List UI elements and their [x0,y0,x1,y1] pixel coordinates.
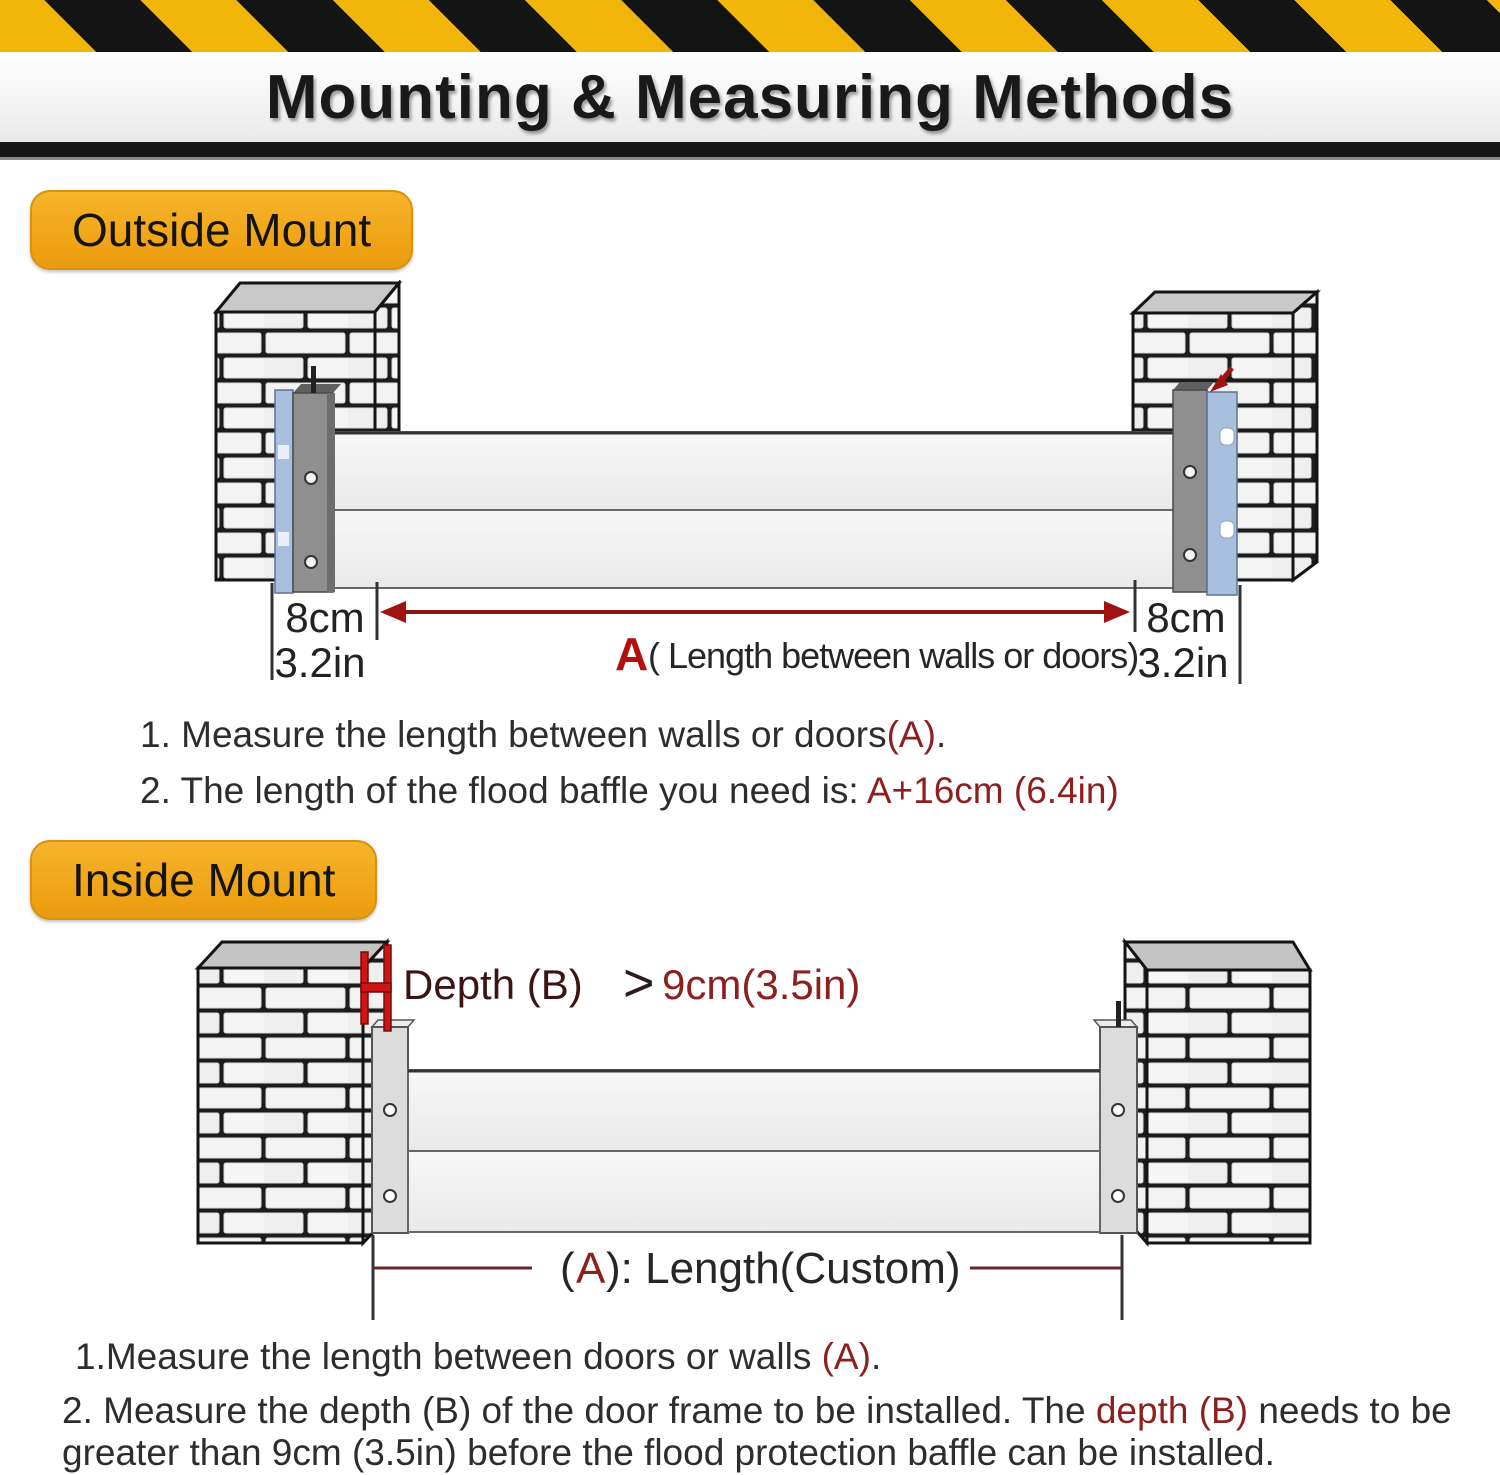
bracket-hole [1184,466,1196,478]
depth-label: Depth (B) [403,961,583,1008]
pillar-front-face [1147,970,1310,1243]
dim-right-in: 3.2in [1137,639,1229,686]
pillar-top-face [216,283,399,312]
step-text: . [870,1336,882,1377]
inside-mount-label: Inside Mount [30,840,377,920]
bracket-top-face [372,1020,414,1027]
mounting-bracket-left [293,366,341,592]
bracket-pin [311,366,316,393]
brick-pillar-left [198,942,387,1243]
step-highlight: (A) [821,1336,871,1377]
barrier-panel-bottom [408,1151,1100,1232]
bracket-hole [1112,1104,1124,1116]
step-highlight: depth (B) [1095,1390,1249,1431]
seal-notch [278,445,289,459]
seal-hole [1220,521,1234,538]
page-title: Mounting & Measuring Methods [265,62,1235,132]
length-open: ( [560,1244,575,1293]
brick-pillar-right [1125,942,1310,1243]
span-label-a: A [615,628,649,680]
bracket-hole [384,1190,396,1202]
step-text: 2. The length of the flood baffle you need is: [140,770,867,811]
step-text: 1.Measure the length between doors or walls [75,1336,822,1377]
bracket-hole [1184,549,1196,561]
step-highlight: (A) [886,714,936,755]
bracket-top-face [293,384,341,393]
dim-right-cm: 8cm [1146,594,1226,641]
step-text: 1. Measure the length between walls or doors [140,714,887,755]
step-text: needs to be greater than 9cm (3.5in) before the flood protection baffle can be installed. [62,1390,1452,1473]
barrier-panel-top [408,1070,1100,1151]
pillar-front-face [198,968,363,1243]
dim-left-in: 3.2in [274,639,366,686]
outside-mount-diagram [180,280,1350,695]
bracket-pin [1116,1001,1121,1027]
bracket-hole [305,556,317,568]
step-text: 2. Measure the depth (B) of the door frame to be installed. The [62,1390,1096,1431]
span-arrow [380,601,1130,623]
inside-step-2 [62,1390,1497,1474]
banner-divider [0,142,1500,160]
bracket-edge [327,393,335,592]
pillar-top-face [1133,292,1317,313]
bracket-hole [1112,1190,1124,1202]
inside-step-1 [75,1336,881,1378]
bracket-hole [384,1104,396,1116]
outside-step-1 [140,714,946,756]
barrier-panel-top [330,432,1175,510]
inside-mount-diagram [180,935,1350,1335]
seal-strip-left [275,390,293,593]
bracket-top-face [1173,382,1214,390]
outside-step-2 [140,770,1119,812]
pillar-top-face [1125,942,1310,970]
depth-value: 9cm(3.5in) [662,961,861,1008]
flood-barrier [330,432,1175,588]
depth-gt-sign: > [623,953,655,1013]
barrier-panel-bottom [330,510,1175,588]
step-highlight: A+16cm (6.4in) [866,770,1119,811]
title-band [0,52,1500,142]
seal-strip-right [1207,368,1237,595]
bracket-top-face [1094,1020,1137,1027]
arrow-left-head [380,601,406,623]
pillar-side-face [1293,292,1317,580]
flood-barrier [408,1070,1100,1232]
length-a: A [576,1244,606,1293]
span-label-text: ( Length between walls or doors) [648,635,1139,676]
dim-left-cm: 8cm [285,594,365,641]
seal-notch [278,532,289,546]
outside-mount-label: Outside Mount [30,190,413,270]
arrow-right-head [1104,601,1130,623]
bracket-hole [305,472,317,484]
pillar-top-face [198,942,387,968]
seal-hole [1220,428,1234,445]
length-rest: ): Length(Custom) [606,1244,961,1293]
caution-banner [0,0,1500,158]
step-text: . [935,714,947,755]
caution-stripe [0,0,1500,52]
